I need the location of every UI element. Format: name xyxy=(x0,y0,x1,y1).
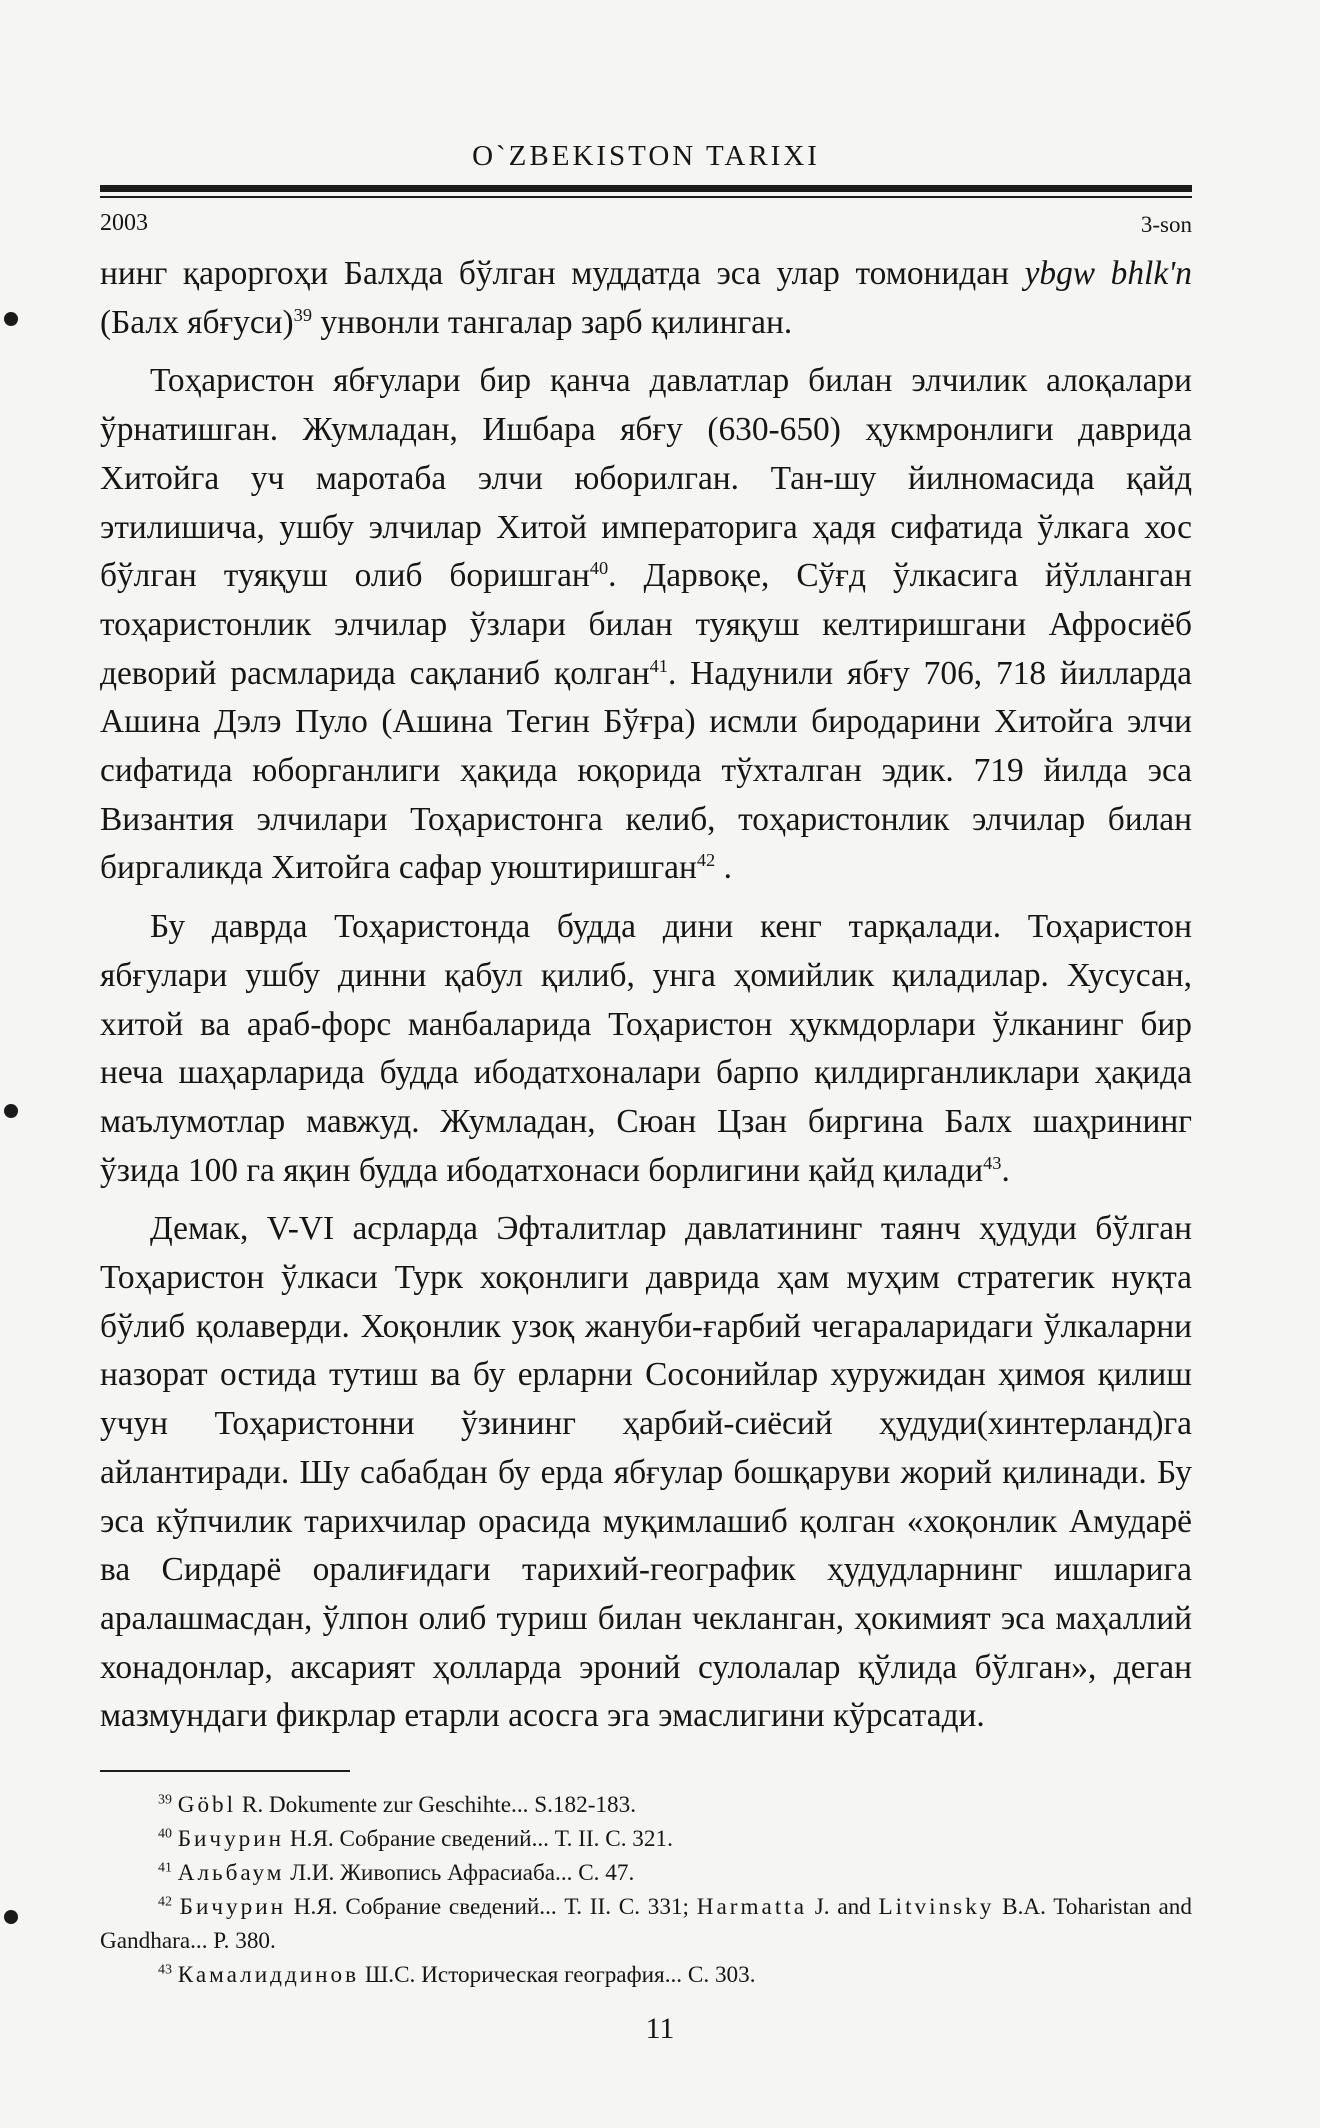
text-run: . xyxy=(1001,1151,1010,1189)
text-run: Н.Я. Собрание сведений... Т. II. С. 321. xyxy=(284,1826,673,1852)
footnote-ref: 43 xyxy=(158,1962,172,1978)
text-run: Л.И. Живопись Афрасиаба... С. 47. xyxy=(284,1860,635,1886)
header-rule-thin xyxy=(100,196,1192,198)
page-number: 11 xyxy=(645,2012,675,2045)
footnote-ref: 42 xyxy=(696,850,716,871)
footnote xyxy=(100,1822,1192,1856)
journal-title: O`ZBEKISTON TARIXI xyxy=(472,140,820,172)
text-run: (Балх ябғуси) xyxy=(100,303,294,341)
text-run: Демак, V-VI асрларда Эфталитлар давлатининг таянч ҳудуди бўлган Тоҳаристон ўлкаси Турк хоқонлиги даврида ҳам муҳим стратегик нуқта бўлиб қолаверди. Хоқонлик узоқ жануби-ғарбий чегараларидаги ўлкаларни назорат остида тутиш ва бу ерларни Сосонийлар хуружидан ҳимоя қилиш учун Тоҳаристонни ўзининг ҳарбий-сиёсий ҳудуди(хинтерланд)га айлантиради. Шу сабабдан бу ерда ябғулар бошқаруви жорий қилинади. Бу эса кўпчилик тарихчилар орасида муқимлашиб қолган «хоқонлик Амударё ва Сирдарё оралиғидаги тарихий-географик ҳудудларнинг ишларига аралашмасдан, ўлпон олиб туриш билан чекланган, ҳокимият эса маҳаллий хонадонлар, аксарият ҳолларда эроний сулолалар қўлида бўлган», деган мазмундаги фикрлар етарли асосга эга эмаслигини кўрсатади. xyxy=(100,1210,1192,1735)
text-run: . Дарвоқе, Сўғд ўлкасига йўлланган тоҳаристонлик элчилар ўзлари билан туяқуш келтиришгани Афросиёб деворий расмларида сақланиб қолган xyxy=(100,557,1193,692)
author-name: Litvinsky xyxy=(878,1894,995,1920)
footnote xyxy=(100,1958,1192,1992)
author-name: Göbl xyxy=(177,1792,237,1818)
footnotes xyxy=(100,1788,1192,1992)
footnote-ref: 41 xyxy=(649,655,668,676)
author-name: Harmatta xyxy=(696,1894,807,1920)
text-run: нинг қароргоҳи Балхда бўлган муддатда эса улар томонидан xyxy=(100,255,1025,292)
text-run: Бу даврда Тоҳаристонда будда дини кенг тарқалади. Тоҳаристон ябғулари ушбу динни қабул қилиб, унга ҳомийлик қиладилар. Хусусан, хитой ва араб-форс манбаларида Тоҳаристон ҳукмдорлари ўлканинг бир неча шаҳарларида будда ибодатхоналари барпо қилдирганликлари ҳақида маълумотлар мавжуд. Жумладан, Сюан Цзан биргина Балх шаҳрининг ўзида 100 га яқин будда ибодатхонаси борлигини қайд қилади xyxy=(100,908,1192,1189)
text-run xyxy=(172,1894,180,1920)
author-name: Камалиддинов xyxy=(177,1962,360,1988)
footnote-ref: 42 xyxy=(158,1894,172,1910)
footnote-ref: 40 xyxy=(158,1826,172,1842)
punch-hole xyxy=(4,312,18,326)
text-run: J. and xyxy=(807,1894,879,1920)
paragraph xyxy=(100,250,1192,347)
header-rule xyxy=(100,185,1192,192)
footnote xyxy=(100,1890,1192,1958)
punch-hole xyxy=(4,1104,18,1118)
paragraph xyxy=(100,357,1192,893)
text-run: Ш.С. Историческая география... С. 303. xyxy=(359,1962,756,1988)
punch-hole xyxy=(4,1910,18,1924)
text-run: Тоҳаристон ябғулари бир қанча давлатлар билан элчилик алоқалари ўрнатишган. Жумладан, Ишбара ябғу (630-650) ҳукмронлиги даврида Хитойга уч маротаба элчи юборилган. Тан-шу йилномасида қайд этилишича, ушбу элчилар Хитой императорига ҳадя сифатида ўлкага хос бўлган туяқуш олиб боришган xyxy=(100,362,1192,595)
paragraph xyxy=(100,1205,1192,1741)
footnote-separator xyxy=(100,1770,350,1772)
text-run: . Надунили ябғу 706, 718 йилларда Ашина Дэлэ Пуло (Ашина Тегин Бўғра) исмли биродарини Хитойга элчи сифатида юборганлиги ҳақида юқорида тўхталган эдик. 719 йилда эса Византия элчилари Тоҳаристонга келиб, тоҳаристонлик элчилар билан биргаликда Хитойга сафар уюштиришган xyxy=(100,654,1192,887)
italic-text: ybgw bhlk'n xyxy=(1024,255,1192,292)
author-name: Бичурин xyxy=(177,1826,285,1852)
paragraph xyxy=(100,903,1192,1195)
footnote-ref: 39 xyxy=(158,1792,172,1808)
footnote-ref: 39 xyxy=(293,304,313,325)
text-run: R. Dokumente zur Geschihte... S.182-183. xyxy=(236,1792,636,1818)
text-run: . xyxy=(715,849,732,887)
footnote-ref: 40 xyxy=(589,558,609,579)
footnote xyxy=(100,1856,1192,1890)
text-run: унвонли тангалар зарб қилинган. xyxy=(312,303,793,341)
footnote-ref: 43 xyxy=(983,1152,1002,1173)
footnote xyxy=(100,1788,1192,1822)
article-body xyxy=(100,250,1192,1741)
text-run: Н.Я. Собрание сведений... Т. II. С. 331; xyxy=(286,1894,697,1920)
issue-number: 3-son xyxy=(1140,212,1192,237)
text-run: B.A. Toharistan and Gandhara... P. 380. xyxy=(100,1894,1192,1954)
author-name: Альбаум xyxy=(177,1860,285,1886)
author-name: Бичурин xyxy=(179,1894,287,1920)
footnote-ref: 41 xyxy=(158,1860,172,1876)
issue-year: 2003 xyxy=(100,210,148,236)
